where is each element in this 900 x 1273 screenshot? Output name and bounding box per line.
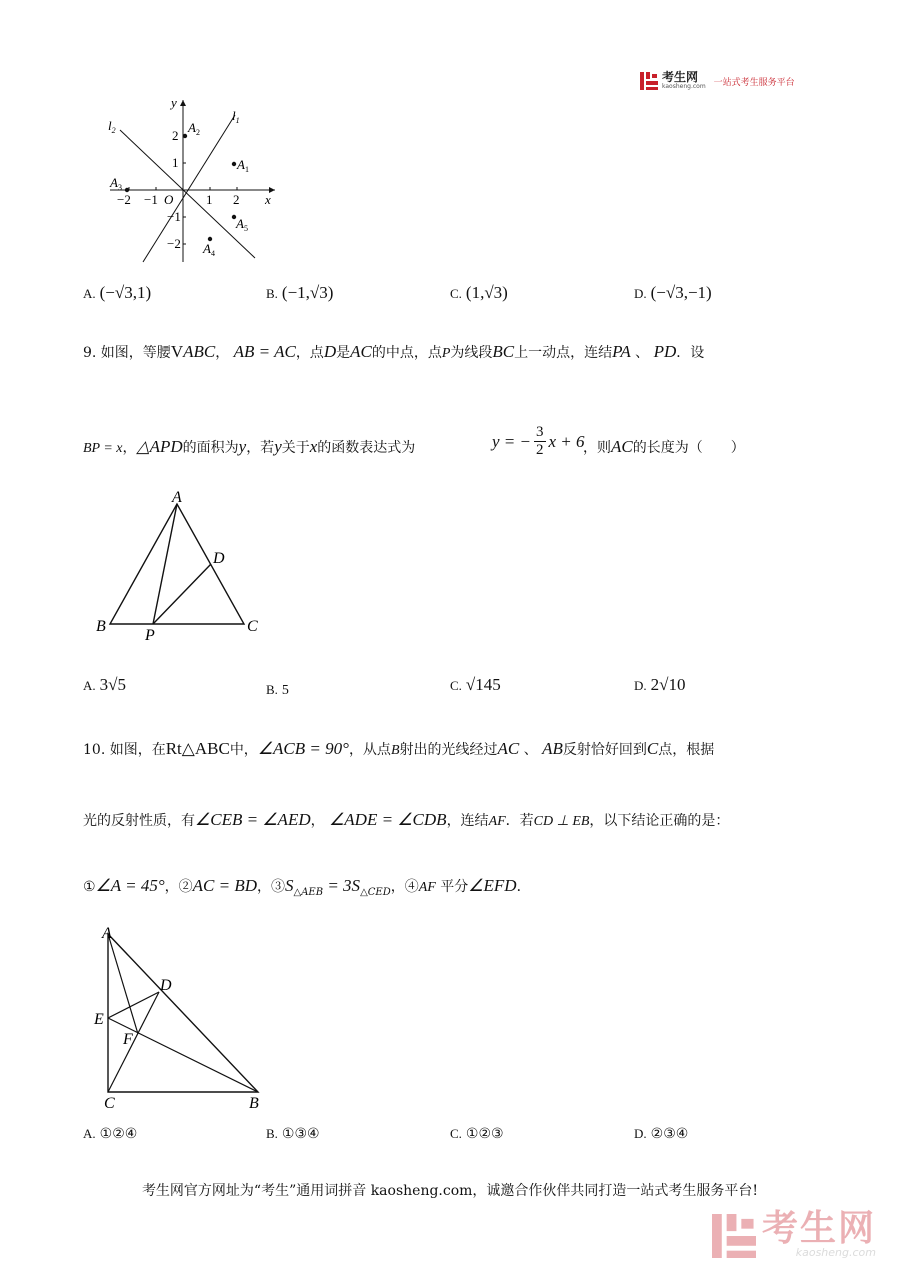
- q10-text-line1: 10. 如图，在Rt△ABC中，∠ACB = 90°，从点B射出的光线经过AC 、 AB反射恰好回到C点，根据: [83, 739, 715, 758]
- label-d: D: [160, 977, 172, 994]
- logo-name: 考生网: [662, 70, 699, 84]
- header-logo: [640, 72, 795, 90]
- q9-option-c[interactable]: C. √145: [450, 675, 501, 694]
- footer-text: 考生网官方网址为“考生”通用词拼音 kaosheng.com，诚邀合作伙伴共同打造一站式考生服务平台!: [141, 1183, 759, 1199]
- watermark-logo-icon: [712, 1214, 756, 1258]
- ytick-n2: −2: [167, 236, 181, 251]
- q9-triangle-figure: [90, 490, 270, 645]
- l2-label: $l_2$: [108, 118, 116, 135]
- label-c: C: [247, 618, 258, 635]
- q9-option-d[interactable]: D. 2√10: [634, 675, 686, 694]
- label-d: D: [213, 550, 225, 567]
- segment-cd: [108, 992, 159, 1092]
- q9-fraction: $\frac{3}{2}$: [536, 424, 544, 458]
- q10-text-line2: 光的反射性质，有∠CEB = ∠AED， ∠ADE = ∠CDB，连结AF．若CD ⊥ EB，以下结论正确的是：: [83, 810, 730, 829]
- xtick-n1: −1: [144, 192, 158, 207]
- q8-option-b[interactable]: B. (−1,√3): [266, 283, 334, 302]
- a4-label: $A_4$: [203, 241, 215, 258]
- logo-domain: kaosheng.com: [662, 83, 706, 90]
- q10-text-line3: ①∠A = 45°，②AC = BD，$③S_{\triangle AEB} = 3S_{\triangle CED}$，④AF 平分∠EFD．: [83, 876, 531, 898]
- q10-option-c[interactable]: C. ①②③: [450, 1126, 504, 1142]
- origin-label: O: [164, 192, 174, 207]
- q9-option-b[interactable]: B. 5: [266, 682, 289, 698]
- point-a2: [183, 134, 187, 138]
- label-b: B: [249, 1095, 259, 1112]
- y-axis-label: y: [171, 95, 177, 110]
- q8-coordinate-figure: [95, 90, 295, 265]
- q9-formula: y = − $\frac{3}{2}$ x + 6: [492, 424, 585, 458]
- q9-text-line2-end: ，则AC的长度为（ ）: [583, 437, 745, 456]
- segment-eb: [108, 1018, 258, 1092]
- q8-option-d[interactable]: D. (−√3,−1): [634, 283, 712, 302]
- watermark: [712, 1208, 876, 1259]
- segment-pa: [153, 504, 177, 624]
- header-slogan: 一站式考生服务平台: [713, 77, 795, 88]
- ytick-n1: −1: [167, 209, 181, 224]
- xtick-1: 1: [206, 192, 213, 207]
- l1-label: $l_1$: [232, 108, 240, 125]
- label-p: P: [145, 627, 155, 644]
- point-a1: [232, 162, 236, 166]
- segment-ed: [108, 992, 159, 1018]
- ytick-2: 2: [172, 128, 179, 143]
- a5-label: $A_5$: [236, 216, 248, 233]
- xtick-2: 2: [233, 192, 240, 207]
- q9-text-line1: 9. 如图，等腰VABC， AB = AC，点D是AC的中点，点P为线段BC上一动点，连结PA 、 PD．设: [83, 342, 705, 361]
- line-l1: [143, 115, 235, 262]
- q10-option-b[interactable]: B. ①③④: [266, 1126, 320, 1142]
- a2-label: $A_2$: [188, 120, 200, 137]
- q10-option-a[interactable]: A. ①②④: [83, 1126, 138, 1142]
- logo-icon: [640, 72, 658, 90]
- label-c: C: [104, 1095, 115, 1112]
- x-axis-label: x: [265, 192, 271, 207]
- label-f: F: [123, 1031, 133, 1048]
- label-b: B: [96, 618, 106, 635]
- a3-label: $A_3$: [110, 175, 122, 192]
- ytick-1: 1: [172, 155, 179, 170]
- l2-sub: 2: [111, 126, 116, 135]
- q8-option-c[interactable]: C. (1,√3): [450, 283, 508, 302]
- q8-option-a[interactable]: A. (−√3,1): [83, 283, 152, 302]
- a1-label: $A_1$: [237, 157, 249, 174]
- watermark-domain: kaosheng.com: [795, 1246, 876, 1259]
- watermark-name: 考生网: [761, 1208, 876, 1249]
- label-a: A: [172, 490, 182, 506]
- q9-option-a[interactable]: A. 3√5: [83, 675, 126, 694]
- label-e: E: [94, 1011, 104, 1028]
- q10-option-d[interactable]: D. ②③④: [634, 1126, 689, 1142]
- l1-sub: 1: [235, 116, 240, 125]
- q10-triangle-figure: [90, 922, 270, 1114]
- xtick-n2: −2: [117, 192, 131, 207]
- label-a: A: [102, 925, 112, 942]
- q9-text-line2: BP = x，△APD的面积为y，若y关于x的函数表达式为: [83, 437, 416, 456]
- triangle-abc: [108, 934, 258, 1092]
- segment-pd: [153, 564, 211, 624]
